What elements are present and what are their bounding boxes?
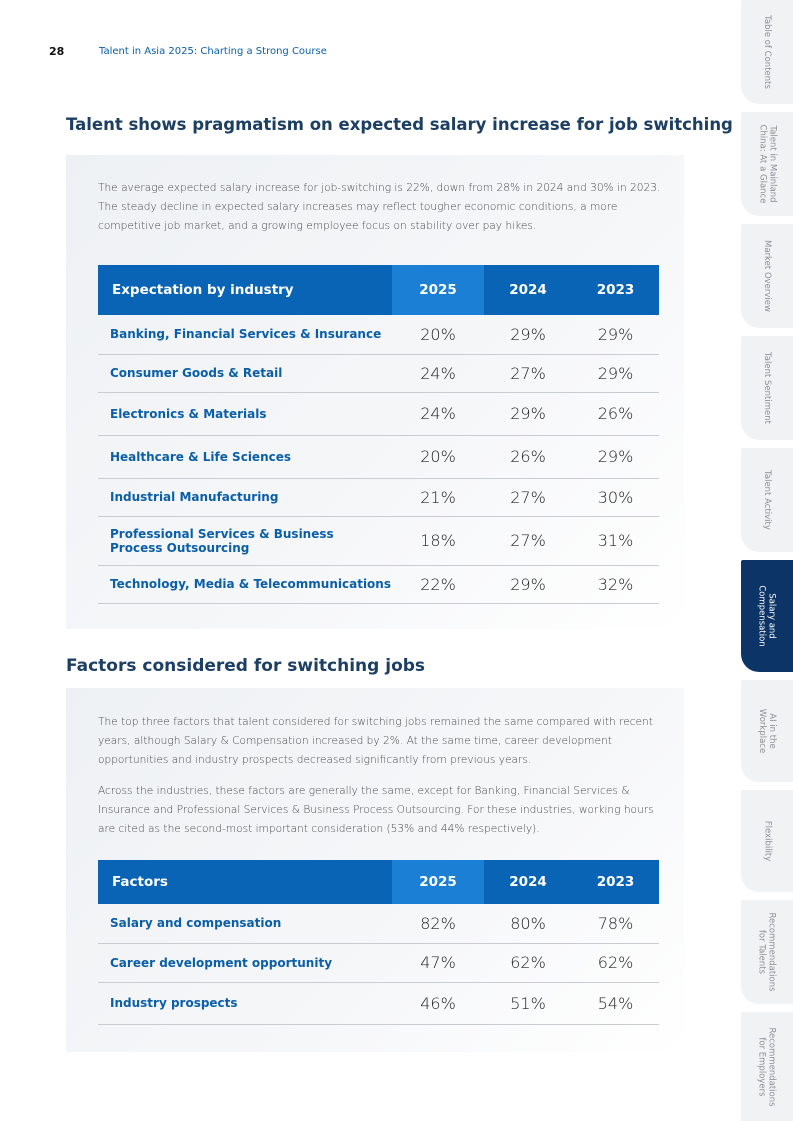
tab-talent-sentiment[interactable] <box>741 336 793 440</box>
page-number: 28 <box>49 45 65 58</box>
value-2023: 30% <box>572 478 659 516</box>
column-header: Expectation by industry <box>98 265 392 315</box>
value-2025: 18% <box>392 516 484 565</box>
column-header: 2023 <box>572 860 659 904</box>
table-row <box>98 904 659 943</box>
value-2023: 29% <box>572 315 659 354</box>
value-2023: 31% <box>572 516 659 565</box>
tab-label: Talent in Mainland China: At a Glance <box>757 124 777 204</box>
value-2024: 62% <box>484 943 572 982</box>
table-row <box>98 943 659 982</box>
factor-label: Salary and compensation <box>98 904 392 943</box>
table-row <box>98 392 659 435</box>
value-2023: 32% <box>572 565 659 603</box>
value-2024: 29% <box>484 315 572 354</box>
tab-label: Talent Sentiment <box>762 352 773 424</box>
value-2024: 29% <box>484 565 572 603</box>
tab-recommendations-for-talents[interactable] <box>741 900 793 1004</box>
value-2025: 24% <box>392 354 484 392</box>
column-header: 2024 <box>484 265 572 315</box>
value-2024: 51% <box>484 982 572 1024</box>
tab-flexibility[interactable] <box>741 790 793 892</box>
tab-label: Talent Activity <box>762 470 773 530</box>
industry-label: Electronics & Materials <box>98 392 392 435</box>
factor-label: Career development opportunity <box>98 943 392 982</box>
value-2025: 21% <box>392 478 484 516</box>
section-title-salary-increase: Talent shows pragmatism on expected salary increase for job switching <box>66 115 733 134</box>
running-title: Talent in Asia 2025: Charting a Strong Course <box>99 46 327 57</box>
factors-paragraph-1: The top three factors that talent considered for switching jobs remained the same compared with recent years, although Salary & Compensation increased by 2%. At the same time, career development opportunities and industry prospects decreased significantly from previous years. <box>98 716 653 766</box>
table-row <box>98 315 659 354</box>
industry-label: Banking, Financial Services & Insurance <box>98 315 392 354</box>
expectation-by-industry-table <box>98 265 659 604</box>
table-row <box>98 516 659 565</box>
value-2024: 27% <box>484 478 572 516</box>
tab-label: Table of Contents <box>762 15 772 89</box>
table-row <box>98 478 659 516</box>
industry-label: Industrial Manufacturing <box>98 478 392 516</box>
value-2024: 80% <box>484 904 572 943</box>
tab-talent-activity[interactable] <box>741 448 793 552</box>
factor-label: Industry prospects <box>98 982 392 1024</box>
value-2023: 54% <box>572 982 659 1024</box>
tab-label: AI in the Workplace <box>757 708 777 754</box>
value-2025: 20% <box>392 435 484 478</box>
value-2023: 62% <box>572 943 659 982</box>
tab-ai-in-the-workplace[interactable] <box>741 680 793 782</box>
value-2025: 24% <box>392 392 484 435</box>
value-2024: 29% <box>484 392 572 435</box>
tab-talent-at-a-glance[interactable] <box>741 112 793 216</box>
value-2025: 47% <box>392 943 484 982</box>
column-header: 2023 <box>572 265 659 315</box>
column-header: 2025 <box>392 860 484 904</box>
tab-label: Salary and Compensation <box>757 585 778 647</box>
value-2024: 27% <box>484 516 572 565</box>
industry-label: Professional Services & Business Process Outsourcing <box>98 516 392 565</box>
value-2025: 22% <box>392 565 484 603</box>
tab-market-overview[interactable] <box>741 224 793 328</box>
table-row <box>98 435 659 478</box>
column-header: 2024 <box>484 860 572 904</box>
industry-label: Healthcare & Life Sciences <box>98 435 392 478</box>
value-2024: 26% <box>484 435 572 478</box>
tab-label: Flexibility <box>761 820 772 862</box>
value-2025: 20% <box>392 315 484 354</box>
value-2025: 46% <box>392 982 484 1024</box>
tab-table-of-contents[interactable] <box>741 0 793 104</box>
tab-salary-and-compensation[interactable] <box>741 560 793 672</box>
column-header: 2025 <box>392 265 484 315</box>
industry-label: Technology, Media & Telecommunications <box>98 565 392 603</box>
salary-intro-paragraph: The average expected salary increase for job-switching is 22%, down from 28% in 2024 and 30% in 2023. The steady decline in expected salary increases may reflect tougher economic conditions, a more competitive job market, and a growing employee focus on stability over pay hikes. <box>98 182 661 232</box>
factors-paragraph-2: Across the industries, these factors are generally the same, except for Banking, Financial Services & Insurance and Professional Services & Business Process Outsourcing. For these industries, working hours are cited as the second-most important consideration (53% and 44% respectively). <box>98 785 654 835</box>
table-row <box>98 354 659 392</box>
tab-recommendations-for-employers[interactable] <box>741 1012 793 1121</box>
tab-label: Recommendations for Employers <box>757 1026 777 1107</box>
chapter-tab-nav <box>741 0 793 1121</box>
tab-label: Market Overview <box>762 240 773 312</box>
value-2024: 27% <box>484 354 572 392</box>
value-2023: 29% <box>572 354 659 392</box>
value-2023: 26% <box>572 392 659 435</box>
industry-label: Consumer Goods & Retail <box>98 354 392 392</box>
value-2023: 29% <box>572 435 659 478</box>
table-header-row <box>98 860 659 904</box>
value-2023: 78% <box>572 904 659 943</box>
column-header: Factors <box>98 860 392 904</box>
section-title-switching-factors: Factors considered for switching jobs <box>66 656 426 676</box>
tab-label: Recommendations for Talents <box>757 912 777 992</box>
table-header-row <box>98 265 659 315</box>
table-row <box>98 982 659 1024</box>
value-2025: 82% <box>392 904 484 943</box>
table-row <box>98 565 659 603</box>
factors-table <box>98 860 659 1025</box>
